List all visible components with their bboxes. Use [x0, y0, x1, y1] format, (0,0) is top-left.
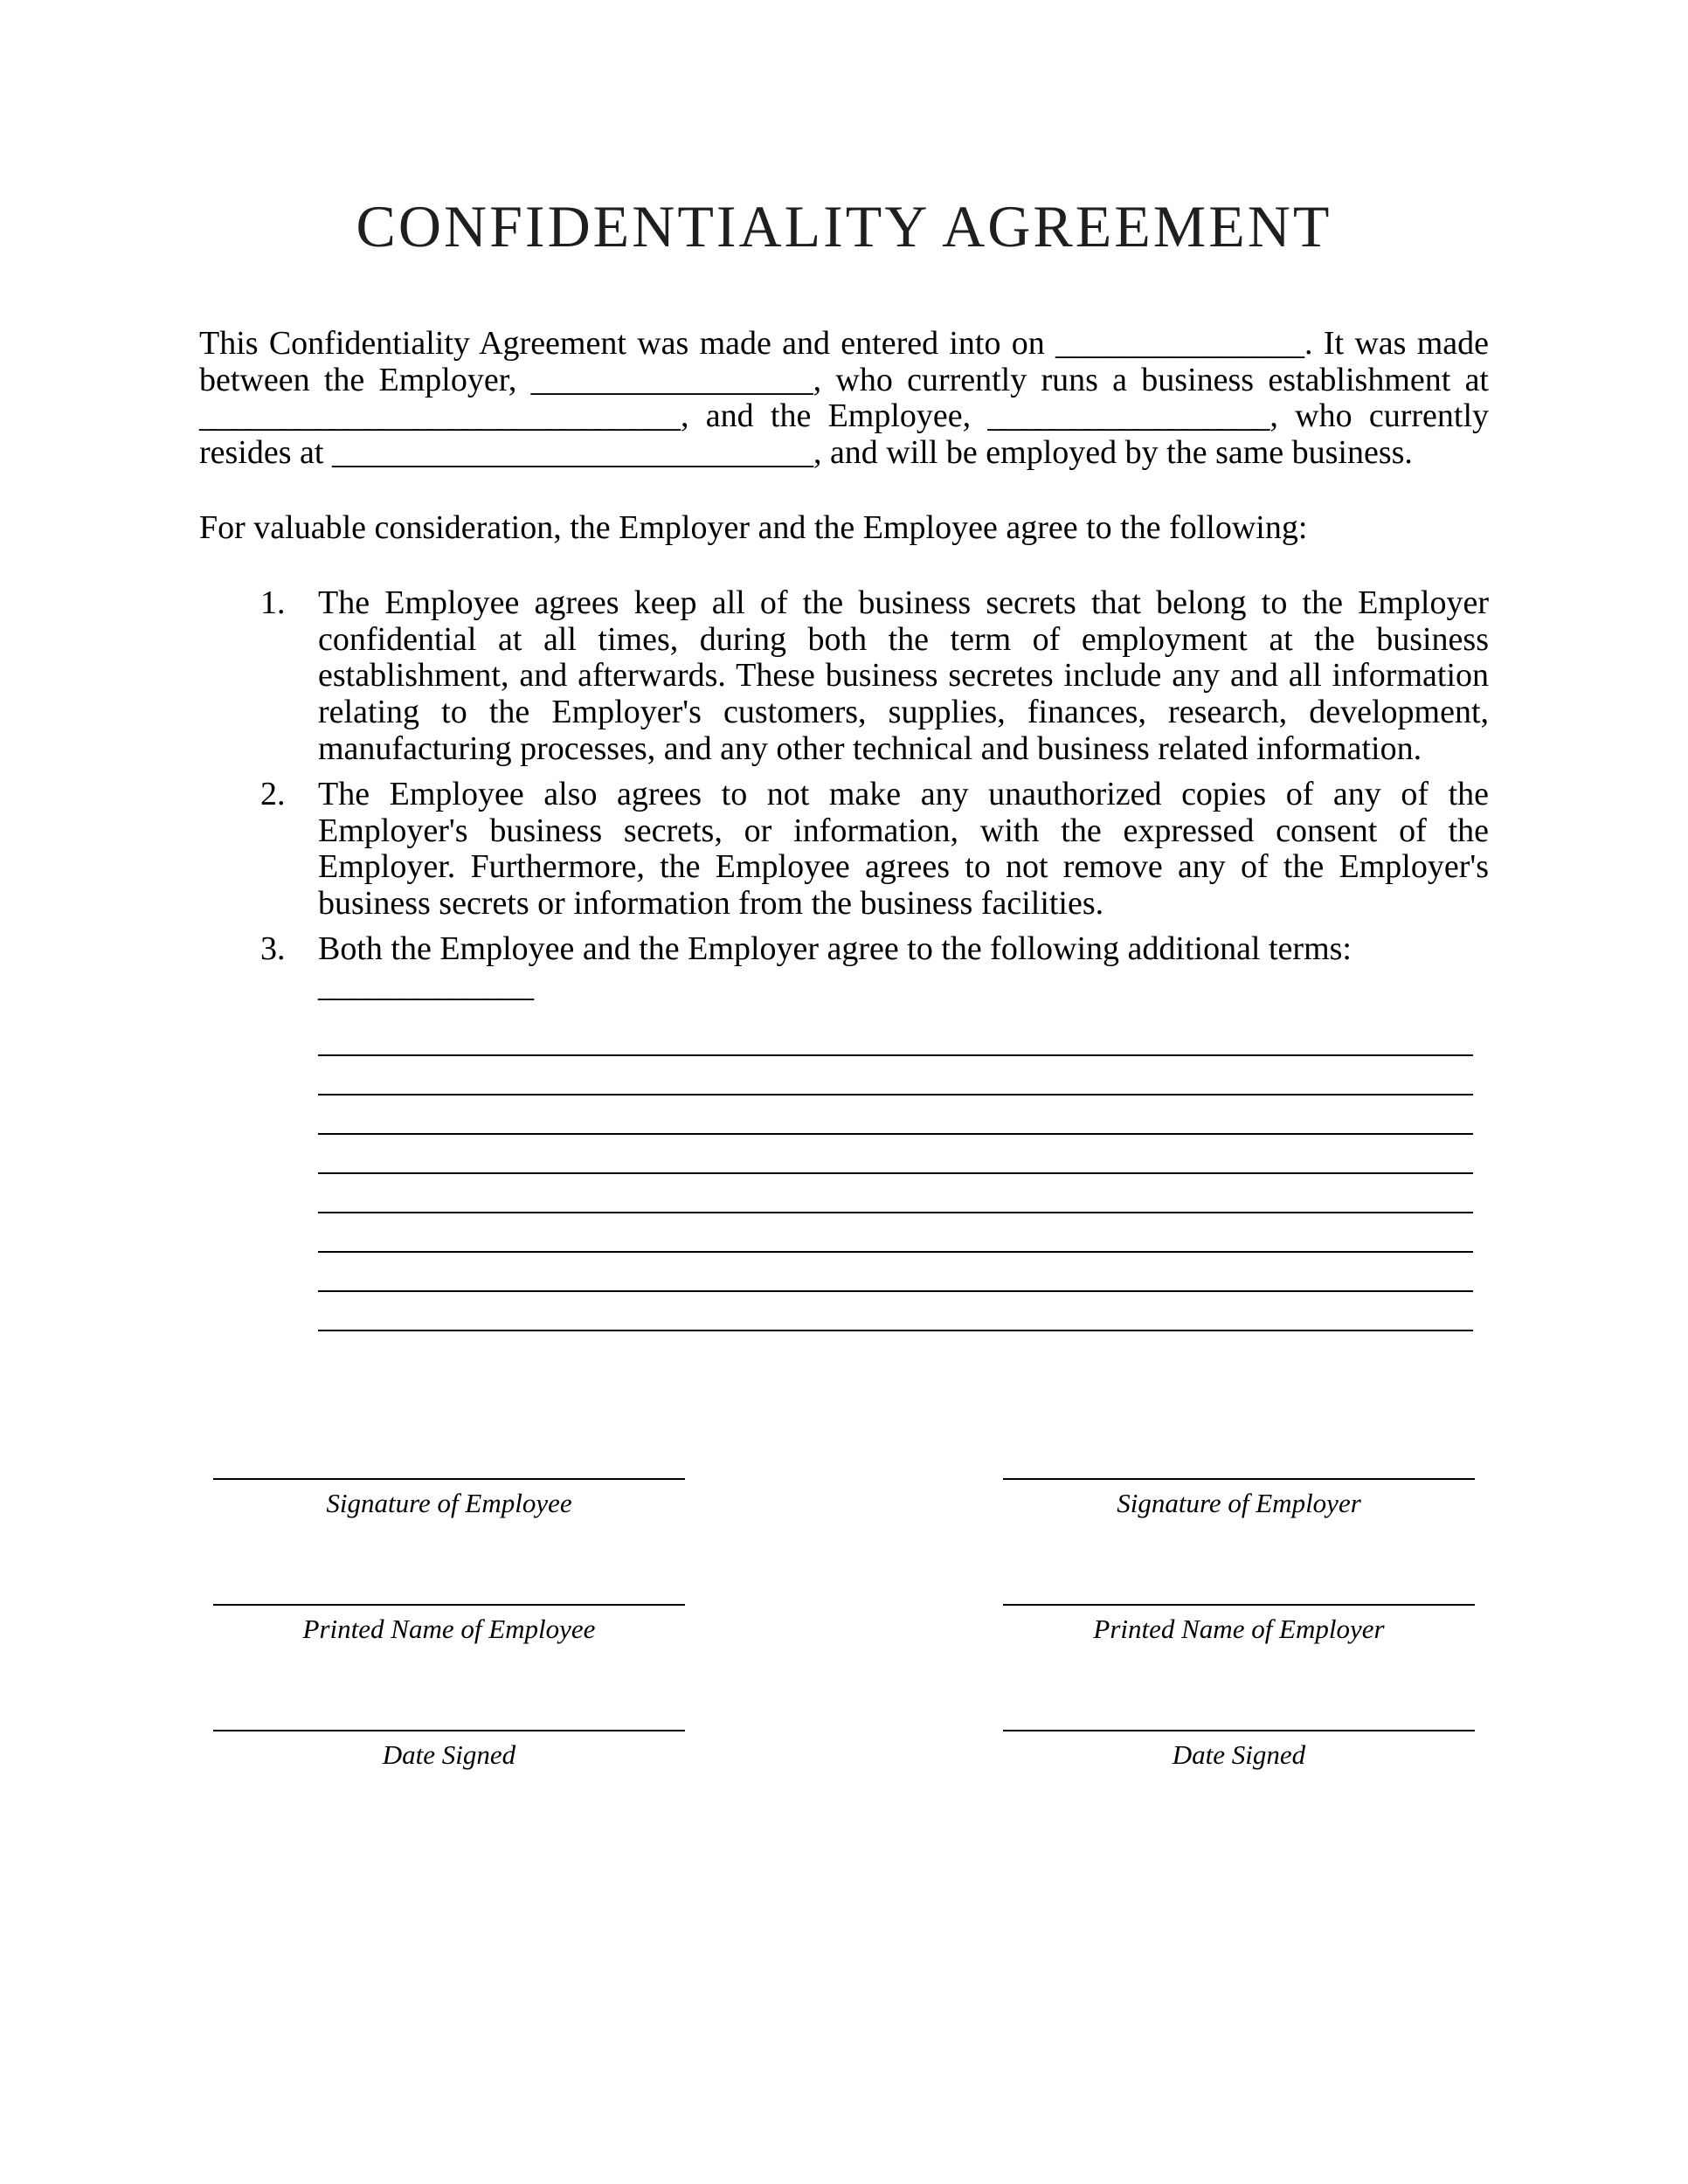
ruled-line[interactable] — [318, 1095, 1473, 1135]
printed-name-employer-line[interactable] — [1003, 1604, 1475, 1607]
additional-terms-lines — [318, 1017, 1473, 1331]
term-text: The Employee agrees keep all of the business secrets that belong to the Employer confidential at all times, during both the term of employment at the business establishment, and afterwards. These business secretes include any and all information relating to the Employer's customers, supplies, finances, research, development, manufacturing processes, and any other technical and business related information. — [318, 584, 1489, 767]
signature-column-employer — [1003, 1478, 1475, 1856]
signature-employer-block — [1003, 1478, 1475, 1518]
date-signed-employee-line[interactable] — [213, 1730, 685, 1733]
ruled-line[interactable] — [318, 1292, 1473, 1331]
signature-section — [199, 1478, 1489, 1856]
ruled-line[interactable] — [318, 1174, 1473, 1213]
signature-employer-label: Signature of Employer — [1117, 1487, 1361, 1518]
date-signed-employee-label: Date Signed — [382, 1738, 516, 1770]
printed-name-employer-block — [1003, 1604, 1475, 1644]
ruled-line[interactable] — [318, 1017, 1473, 1056]
date-signed-employer-block — [1003, 1730, 1475, 1770]
ruled-line[interactable] — [318, 1213, 1473, 1253]
term-item-3 — [199, 931, 1489, 1005]
date-signed-employee-block — [213, 1730, 685, 1770]
consideration-paragraph: For valuable consideration, the Employer and the Employee agree to the following: — [199, 508, 1308, 546]
printed-name-employer-label: Printed Name of Employer — [1093, 1613, 1385, 1644]
term-number: 2. — [260, 775, 286, 812]
printed-name-employee-block — [213, 1604, 685, 1644]
ruled-line[interactable] — [318, 1056, 1473, 1095]
date-signed-employer-line[interactable] — [1003, 1730, 1475, 1733]
term-number: 1. — [260, 584, 286, 621]
ruled-line[interactable] — [318, 1253, 1473, 1292]
signature-employee-label: Signature of Employee — [326, 1487, 572, 1518]
document-title: CONFIDENTIALITY AGREEMENT — [356, 193, 1332, 259]
ruled-line[interactable] — [318, 1135, 1473, 1174]
term-item-1 — [199, 585, 1489, 768]
printed-name-employee-line[interactable] — [213, 1604, 685, 1607]
term-item-2 — [199, 777, 1489, 923]
signature-employer-line[interactable] — [1003, 1478, 1475, 1482]
term-number: 3. — [260, 930, 286, 967]
signature-employee-block — [213, 1478, 685, 1518]
intro-paragraph: This Confidentiality Agreement was made and entered into on _______________. It was made between the Employer, _________________, who currently runs a business establishment at _____________________________, and the Employee, _________________, who currently resides at _____________________________, and will be employed by the same business. — [199, 324, 1489, 472]
term-text: The Employee also agrees to not make any unauthorized copies of any of the Employer's business secrets, or information, with the expressed consent of the Employer. Furthermore, the Employee agrees to not remove any of the Employer's business secrets or information from the business facilities. — [318, 775, 1489, 923]
date-signed-employer-label: Date Signed — [1172, 1738, 1306, 1770]
terms-list — [199, 585, 1489, 1331]
signature-employee-line[interactable] — [213, 1478, 685, 1482]
printed-name-employee-label: Printed Name of Employee — [302, 1613, 596, 1644]
term-text: Both the Employee and the Employer agree to the following additional terms: _____________ — [318, 930, 1352, 1004]
signature-column-employee — [213, 1478, 685, 1856]
